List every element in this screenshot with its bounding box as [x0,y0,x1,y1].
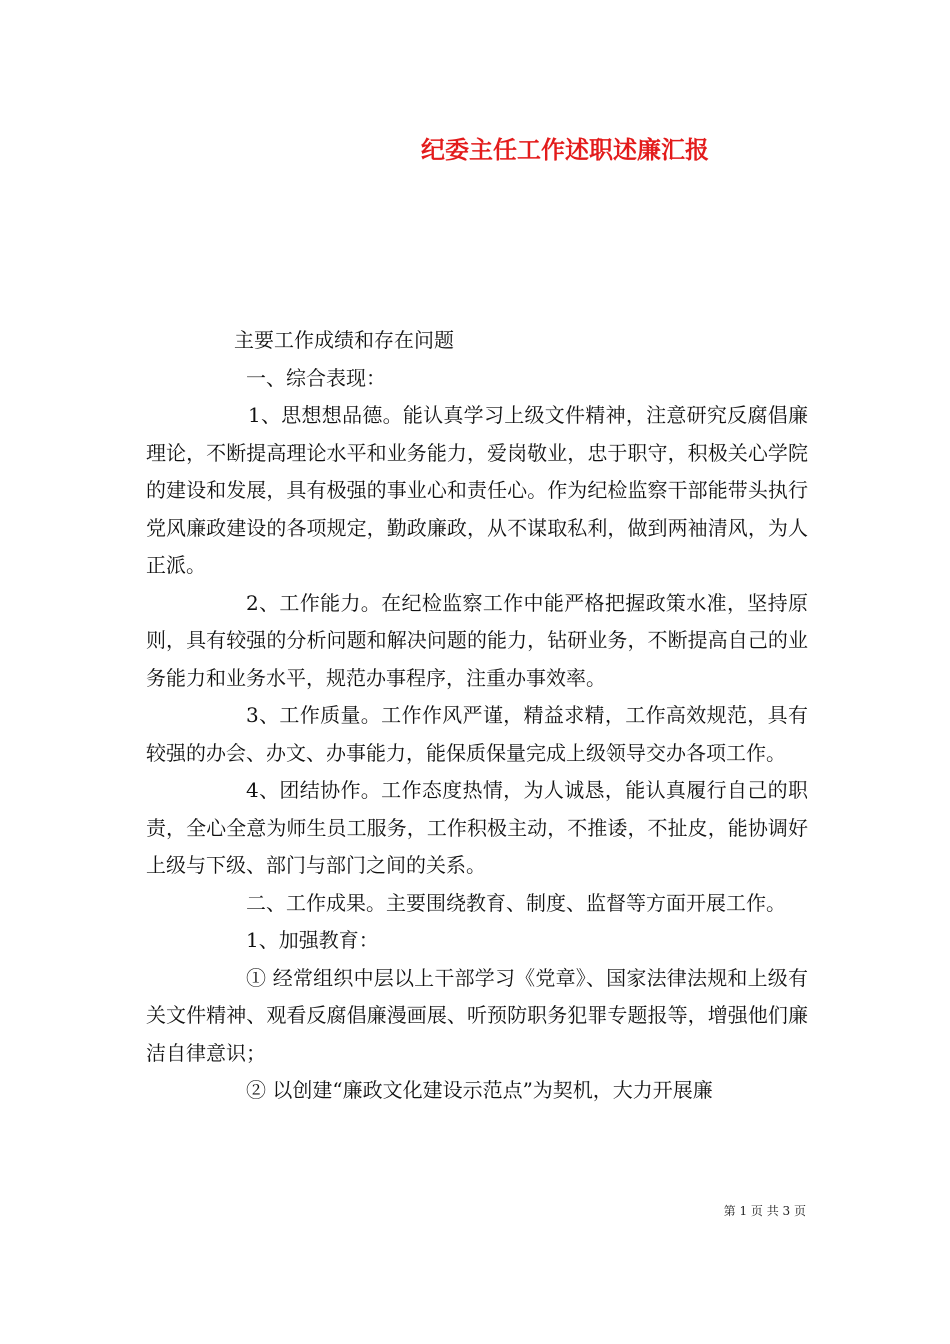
page-number: 第 1 页 共 3 页 [723,1204,806,1218]
paragraph: 4、团结协作。工作态度热情，为人诚恳，能认真履行自己的职责，全心全意为师生员工服务，工作积极主动，不推诿，不扯皮，能协调好上级与下级、部门与部门之间的关系。 [146,778,808,877]
paragraph: 二、工作成果。主要围绕教育、制度、监督等方面开展工作。 [246,890,786,915]
document-body [146,322,808,1110]
subsection-heading: 一、综合表现： [246,365,386,390]
paragraph: ① 经常组织中层以上干部学习《党章》、国家法律法规和上级有关文件精神、观看反腐倡廉漫画展、听预防职务犯罪专题报等，增强他们廉洁自律意识； [146,965,808,1065]
paragraph: 1、加强教育： [246,928,379,952]
document-title: 纪委主任工作述职述廉汇报 [421,135,709,164]
paragraph: 3、工作质量。工作作风严谨，精益求精，工作高效规范，具有较强的办会、办文、办事能力，能保质保量完成上级领导交办各项工作。 [146,703,808,765]
paragraph: ② 以创建“廉政文化建设示范点”为契机，大力开展廉 [246,1078,713,1102]
paragraph: 1、思想想品德。能认真学习上级文件精神，注意研究反腐倡廉理论，不断提高理论水平和业务能力，爱岗敬业，忠于职守，积极关心学院的建设和发展，具有极强的事业心和责任心。作为纪检监察干部能带头执行党风廉政建设的各项规定，勤政廉政，从不谋取私利，做到两袖清风，为人正派。 [146,403,808,577]
paragraph: 2、工作能力。在纪检监察工作中能严格把握政策水准，坚持原则，具有较强的分析问题和解决问题的能力，钻研业务，不断提高自己的业务能力和业务水平，规范办事程序，注重办事效率。 [146,590,808,690]
section-heading: 主要工作成绩和存在问题 [234,328,454,352]
